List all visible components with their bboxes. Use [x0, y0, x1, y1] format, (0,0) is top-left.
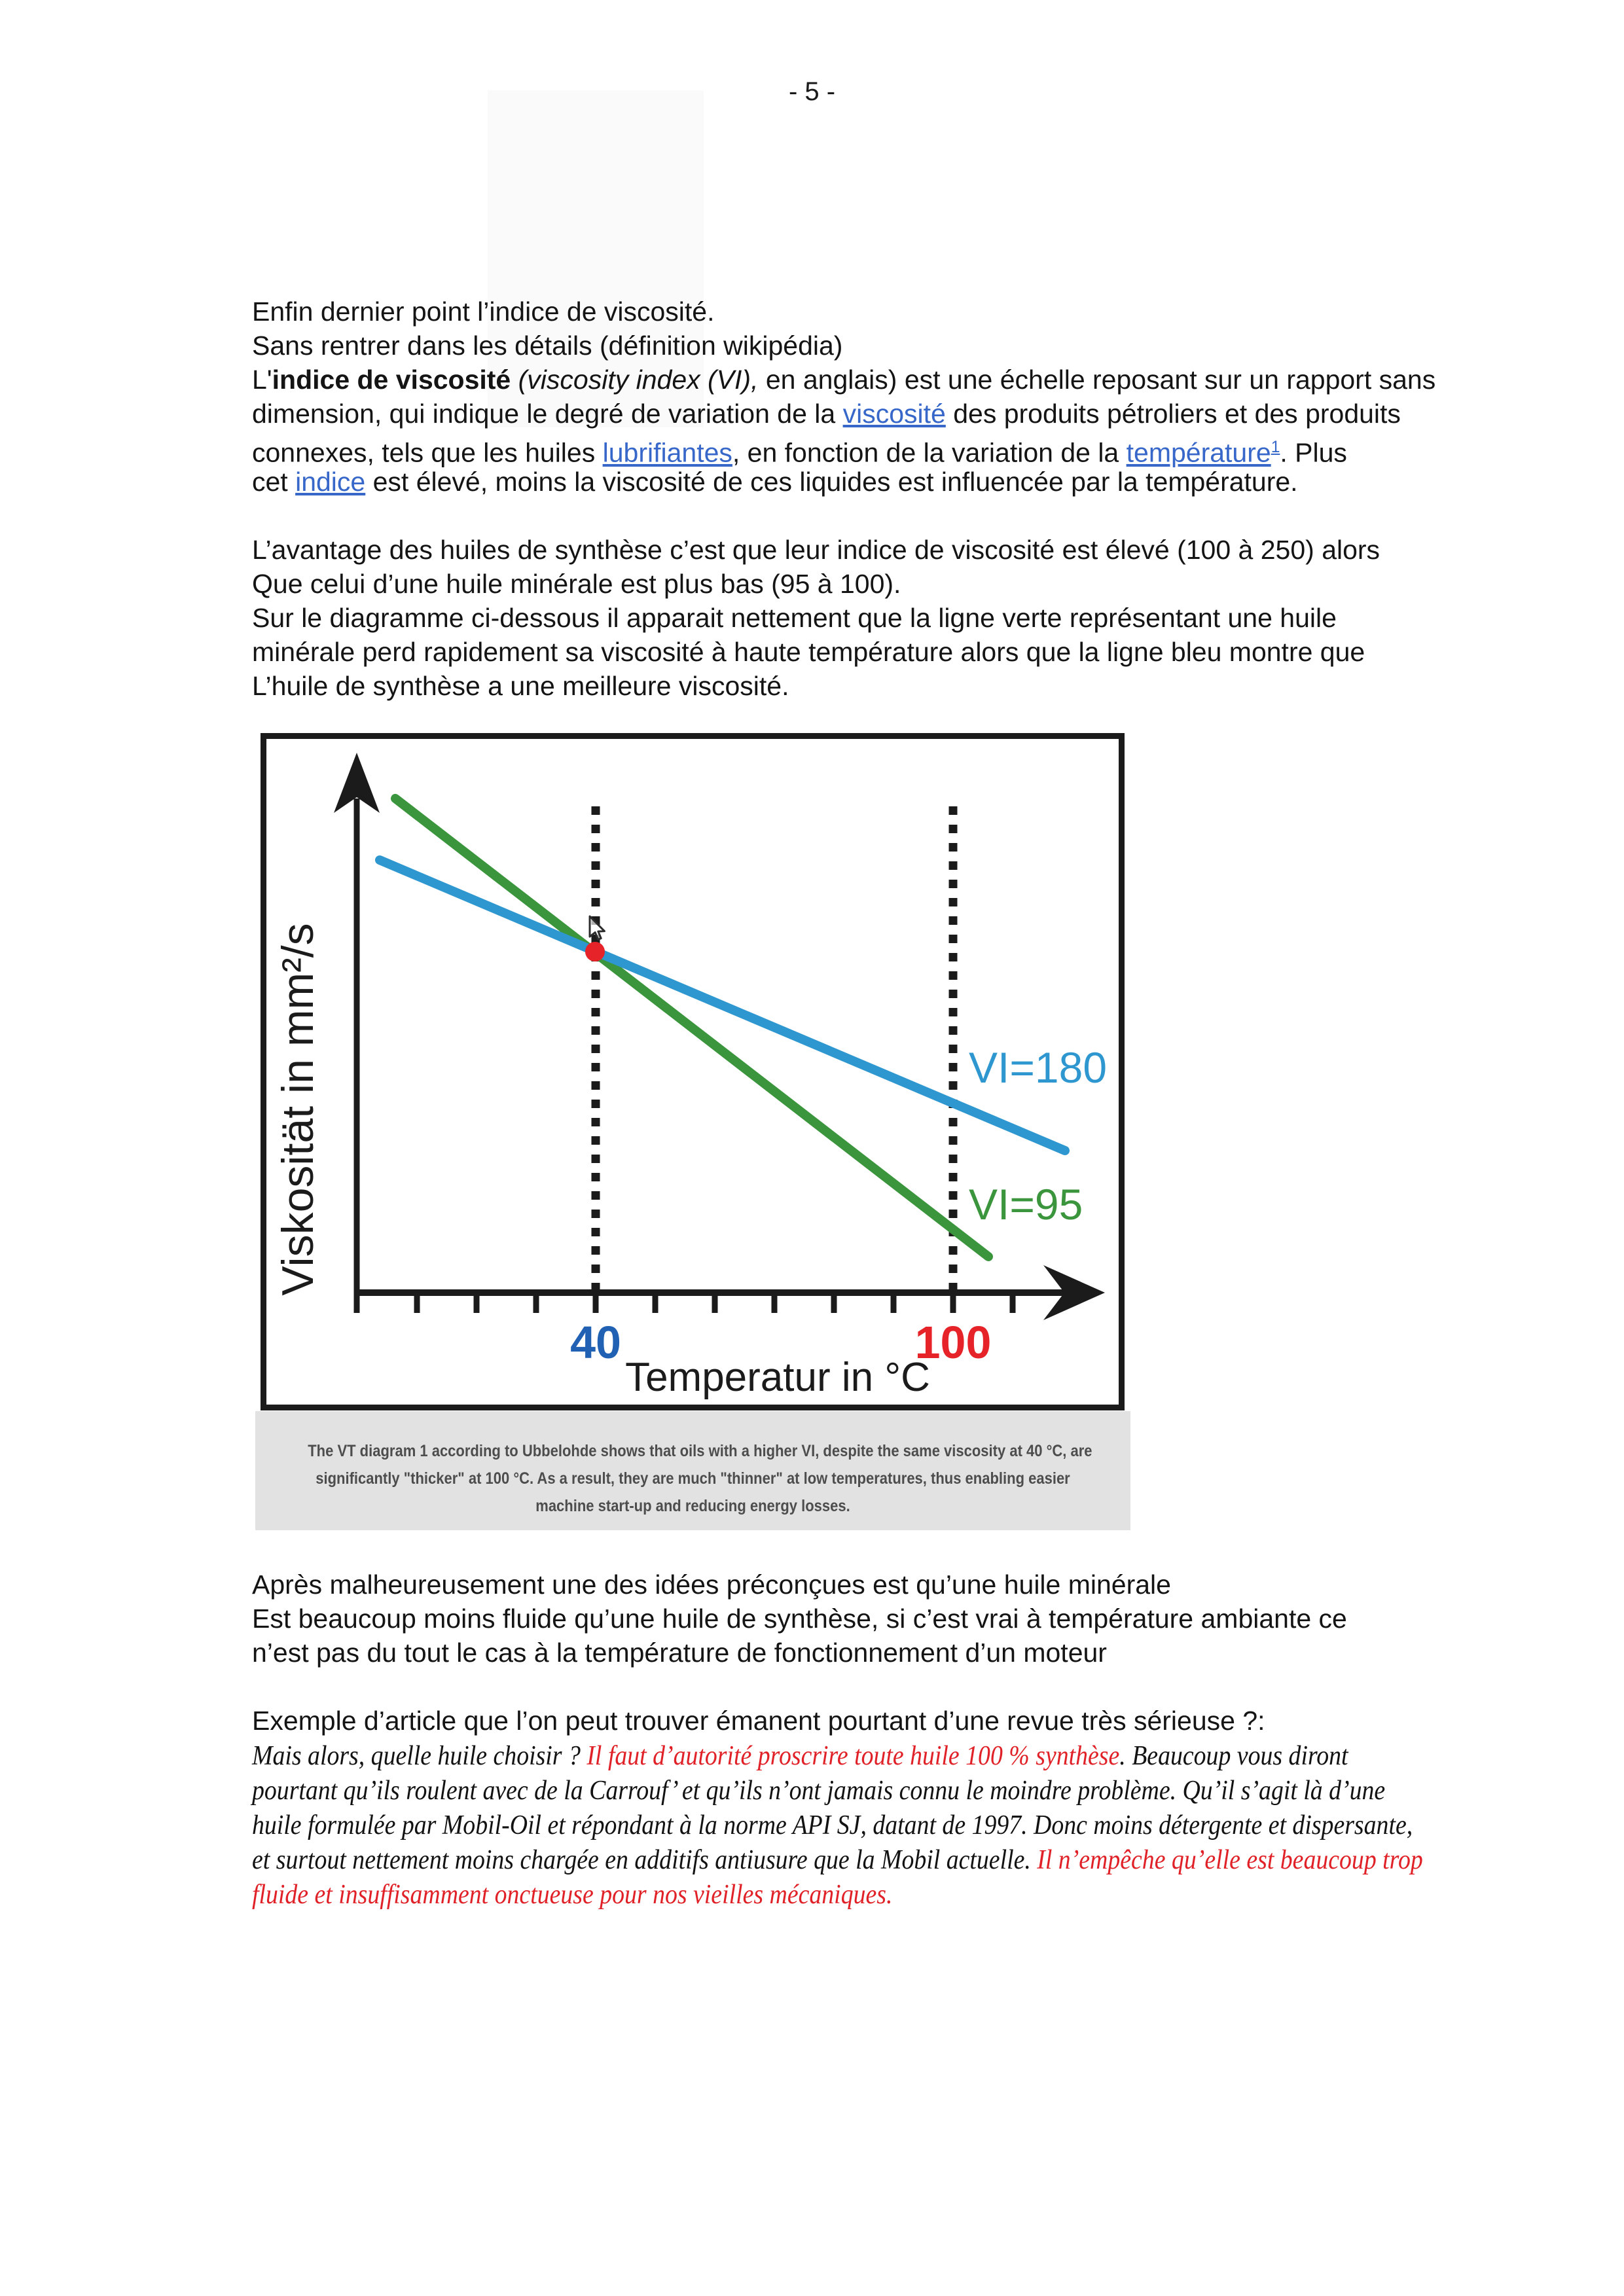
text-segment: dimension, qui indique le degré de variation de la: [252, 399, 843, 429]
text-line: [252, 1808, 1423, 1843]
caption-line: The VT diagram 1 according to Ubbelohde shows that oils with a higher VI, despite the same viscosity at 40 °C, are: [308, 1442, 1092, 1460]
text-segment: Exemple d’article que l’on peut trouver émanent pourtant d’une revue très sérieuse ?:: [252, 1706, 1265, 1736]
text-segment: fluide et insuffisamment onctueuse pour nos vieilles mécaniques.: [252, 1880, 893, 1910]
text-line: [252, 397, 1435, 431]
text-segment: Que celui d’une huile minérale est plus bas (95 à 100).: [252, 569, 901, 599]
intro-paragraph: [252, 295, 1435, 499]
preconception-paragraph: [252, 1568, 1347, 1670]
text-line: [252, 533, 1380, 567]
text-line: [252, 635, 1380, 669]
link-viscosite[interactable]: viscosité: [842, 399, 946, 429]
page-number: - 5 -: [788, 77, 836, 106]
text-segment: . Plus: [1280, 437, 1347, 468]
link-indice[interactable]: indice: [295, 467, 366, 497]
link-temperature[interactable]: température: [1126, 437, 1271, 468]
text-segment: Il n’empêche qu’elle est beaucoup trop: [1037, 1845, 1423, 1875]
text-segment: , en fonction de la variation de la: [732, 437, 1127, 468]
text-segment: Après malheureusement une des idées préconçues est qu’une huile minérale: [252, 1570, 1171, 1600]
text-line: [252, 431, 1435, 468]
text-segment: . Beaucoup vous diront: [1119, 1741, 1348, 1771]
text-segment: Sur le diagramme ci-dessous il apparait nettement que la ligne verte représentant une huile: [252, 603, 1337, 633]
text-segment: en anglais) est une échelle reposant sur un rapport sans: [758, 365, 1436, 395]
text-segment: L’huile de synthèse a une meilleure viscosité.: [252, 671, 789, 701]
text-line: [252, 329, 1435, 363]
text-segment: est élevé, moins la viscosité de ces liquides est influencée par la température.: [365, 467, 1298, 497]
example-intro-line: [252, 1704, 1265, 1738]
text-segment: des produits pétroliers et des produits: [945, 399, 1401, 429]
text-line: [252, 1739, 1423, 1774]
advantage-paragraph: [252, 533, 1380, 703]
diagram-caption: [255, 1411, 1130, 1530]
text-segment: connexes, tels que les huiles: [252, 437, 603, 468]
x-axis-label: Temperatur in °C: [625, 1355, 930, 1400]
text-segment: Sans rentrer dans les détails (définition wikipédia): [252, 331, 843, 361]
text-line: [252, 567, 1380, 601]
text-line: [252, 465, 1435, 499]
text-line: [252, 1636, 1347, 1670]
series-label-vi95: VI=95: [969, 1180, 1083, 1229]
text-segment: indice de viscosité: [272, 365, 511, 395]
text-line: [252, 295, 1435, 329]
text-segment: Est beaucoup moins fluide qu’une huile de synthèse, si c’est vrai à température ambiante ce: [252, 1604, 1347, 1634]
link-temperature-footnote[interactable]: 1: [1271, 439, 1280, 456]
text-line: [252, 363, 1435, 397]
text-segment: Il faut d’autorité proscrire toute huile 100 % synthèse: [586, 1741, 1120, 1771]
text-segment: pourtant qu’ils roulent avec de la Carrouf’ et qu’ils n’ont jamais connu le moindre problème. Qu’il s’agit là d’une: [252, 1776, 1386, 1806]
text-line: [252, 1774, 1423, 1808]
text-segment: Enfin dernier point l’indice de viscosité.: [252, 296, 715, 327]
text-line: [252, 1568, 1347, 1602]
y-axis-label: Viskosität in mm²/s: [273, 923, 323, 1296]
text-segment: L': [252, 365, 272, 395]
text-line: [252, 1843, 1423, 1878]
x-tick-label-100: 100: [914, 1317, 992, 1368]
text-segment: minérale perd rapidement sa viscosité à haute température alors que la ligne bleu montre que: [252, 637, 1365, 667]
text-segment: Mais alors, quelle huile choisir ?: [252, 1741, 587, 1771]
text-segment: huile formulée par Mobil-Oil et répondant à la norme API SJ, datant de 1997. Donc moins détergente et dispersante,: [252, 1810, 1413, 1840]
intersection-point: [585, 942, 605, 961]
vt-diagram: [261, 733, 1125, 1410]
link-lubrifiantes[interactable]: lubrifiantes: [602, 437, 732, 468]
text-segment: n’est pas du tout le cas à la température de fonctionnement d’un moteur: [252, 1638, 1107, 1668]
caption-line: machine start-up and reducing energy losses.: [535, 1497, 850, 1515]
text-line: [252, 1878, 1423, 1912]
text-segment: (viscosity index (VI),: [518, 365, 759, 395]
text-segment: L’avantage des huiles de synthèse c’est que leur indice de viscosité est élevé (100 à 250) alors: [252, 535, 1380, 565]
text-line: [252, 669, 1380, 703]
text-segment: [511, 365, 518, 395]
text-segment: et surtout nettement moins chargée en additifs antiusure que la Mobil actuelle.: [252, 1845, 1038, 1875]
text-line: [252, 601, 1380, 635]
quoted-article-paragraph: [252, 1739, 1553, 1912]
text-segment: cet: [252, 467, 296, 497]
text-line: [252, 1602, 1347, 1636]
x-tick-label-40: 40: [570, 1317, 621, 1368]
caption-line: significantly "thicker" at 100 °C. As a result, they are much "thinner" at low temperatures, thus enabling easier: [316, 1469, 1070, 1488]
series-label-vi180: VI=180: [969, 1043, 1108, 1092]
text-line: [252, 1704, 1265, 1738]
